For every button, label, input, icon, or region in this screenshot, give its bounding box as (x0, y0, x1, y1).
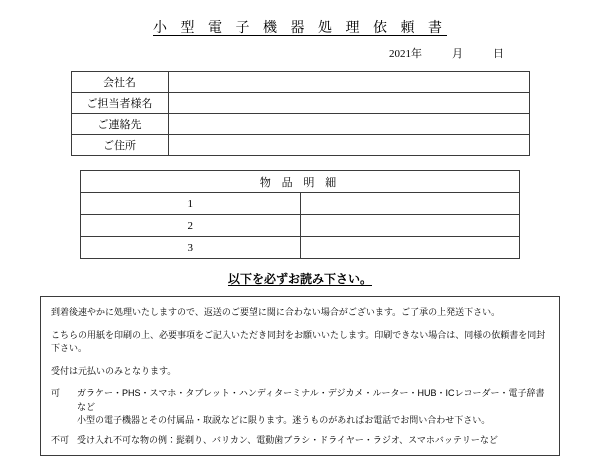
unacceptable-mark: 不可 (51, 434, 70, 445)
table-row (81, 215, 520, 237)
title-row (0, 17, 600, 37)
item-number-1: 1 (81, 193, 301, 215)
items-table-header: 物 品 明 細 (81, 171, 520, 193)
note-paragraph-2: こちらの用紙を印刷の上、必要事項をご記入いただき同封をお願いいたします。印刷できない場合は、同様の依頼書を同封下さい。 (51, 329, 546, 353)
table-row (71, 72, 529, 93)
table-row (81, 193, 520, 215)
date-day: 日 (493, 48, 504, 60)
acceptable-line-1: ガラケー・PHS・スマホ・タブレット・ハンディターミナル・デジカメ・ルーター・HUB・ICレコーダー・電子辞書など (77, 388, 545, 412)
info-label-phone: ご連絡先 (71, 114, 168, 135)
info-label-contact-person: ご担当者様名 (71, 93, 168, 114)
read-notice-text: 以下を必ずお読み下さい。 (227, 272, 372, 286)
page-title: 小 型 電 子 機 器 処 理 依 頼 書 (153, 21, 447, 36)
document-page (0, 17, 600, 445)
date-line (0, 45, 600, 61)
customer-info-table (71, 71, 530, 156)
table-row (81, 237, 520, 259)
date-year: 2021年 (389, 48, 422, 60)
unacceptable-items-body (77, 434, 549, 448)
unacceptable-line-1: 受け入れ不可な物の例：髭剃り、バリカン、電動歯ブラシ・ドライヤー・ラジオ、スマホバッテリーなど (77, 434, 498, 445)
notes-box (40, 296, 560, 456)
acceptable-line-2: 小型の電子機器とその付属品・取説などに限ります。迷うものがあればお電話でお問い合わせ下さい。 (77, 415, 491, 425)
table-row (71, 135, 529, 156)
info-value-address[interactable] (168, 135, 529, 156)
date-month: 月 (452, 48, 463, 60)
acceptable-items-row (51, 387, 549, 428)
info-value-phone[interactable] (168, 114, 529, 135)
item-number-2: 2 (81, 215, 301, 237)
info-label-address: ご住所 (71, 135, 168, 156)
item-details-table (80, 170, 520, 259)
note-paragraph-1: 到着後速やかに処理いたしますので、返送のご要望に関に合わない場合がございます。ご了承の上発送下さい。 (51, 307, 501, 317)
item-value-3[interactable] (300, 237, 520, 259)
note-paragraph-3: 受付は元払いのみとなります。 (51, 365, 177, 376)
item-value-1[interactable] (300, 193, 520, 215)
info-value-contact-person[interactable] (168, 93, 529, 114)
acceptable-items-body (77, 387, 549, 428)
info-label-company: 会社名 (71, 72, 168, 93)
read-notice (0, 270, 600, 287)
info-value-company[interactable] (168, 72, 529, 93)
item-number-3: 3 (81, 237, 301, 259)
item-value-2[interactable] (300, 215, 520, 237)
table-row (71, 114, 529, 135)
unacceptable-items-row (51, 434, 549, 448)
table-header-row (81, 171, 520, 193)
table-row (71, 93, 529, 114)
acceptable-mark: 可 (51, 388, 61, 398)
